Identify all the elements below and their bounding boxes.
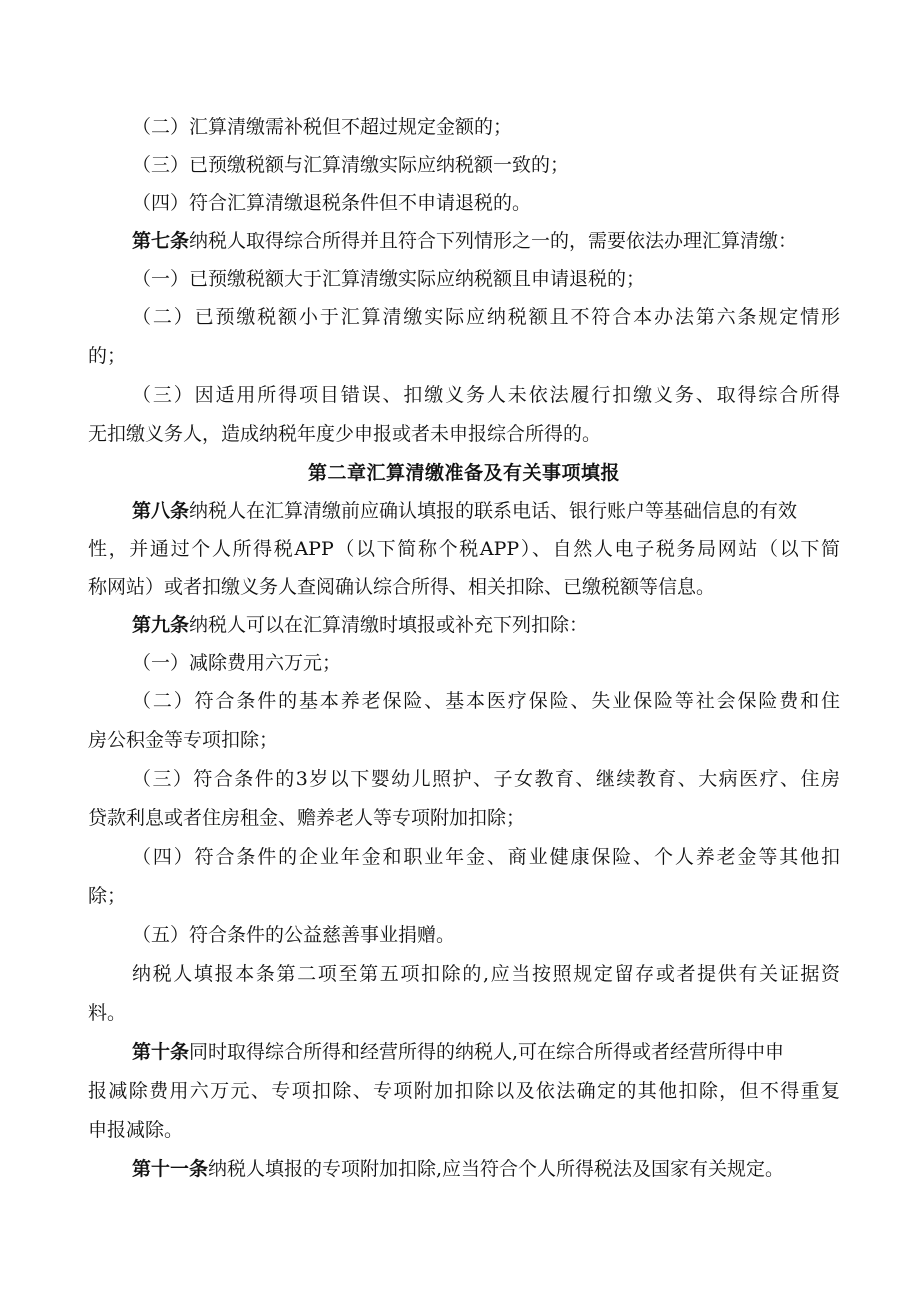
line-text: （三）因适用所得项目错误、扣缴义务人未依法履行扣缴义务、取得综合所得 — [132, 384, 840, 406]
paragraph-line — [88, 108, 840, 146]
paragraph-line — [88, 568, 840, 606]
paragraph-line — [88, 530, 840, 568]
paragraph-line — [88, 376, 840, 415]
line-text: （三）已预缴税额与汇算清缴实际应纳税额一致的； — [132, 154, 570, 176]
line-text: 的； — [88, 345, 127, 367]
line-text: 除； — [88, 885, 127, 907]
line-text: 无扣缴义务人，造成纳税年度少申报或者未申报综合所得的。 — [88, 423, 602, 445]
line-text: 料。 — [88, 1002, 127, 1024]
line-text: （五）符合条件的公益慈善事业捐赠。 — [132, 924, 456, 946]
article-9-line — [88, 606, 840, 644]
line-text: 纳税人在汇算清缴前应确认填报的联系电话、银行账户等基础信息的有效 — [189, 500, 798, 522]
paragraph-line — [88, 838, 840, 877]
line-text: 贷款利息或者住房租金、赡养老人等专项附加扣除； — [88, 807, 526, 829]
paragraph-line — [88, 682, 840, 721]
article-number: 第七条 — [132, 230, 190, 252]
line-text: 纳税人可以在汇算清缴时填报或补充下列扣除： — [189, 614, 589, 636]
article-10-line — [88, 1033, 840, 1072]
article-7-line — [88, 222, 840, 260]
paragraph-line — [88, 955, 840, 994]
article-number: 第八条 — [132, 500, 190, 522]
line-text: （四）符合汇算清缴退税条件但不申请退税的。 — [132, 192, 532, 214]
paragraph-line — [88, 721, 840, 760]
paragraph-line — [88, 799, 840, 838]
chapter-heading — [88, 454, 840, 492]
paragraph-line — [88, 146, 840, 184]
paragraph-line — [88, 1111, 840, 1150]
article-8-line — [88, 492, 840, 530]
article-11-line — [88, 1150, 840, 1189]
line-text: 纳税人填报本条第二项至第五项扣除的,应当按照规定留存或者提供有关证据资 — [132, 963, 840, 985]
paragraph-line — [88, 184, 840, 222]
paragraph-line — [88, 994, 840, 1033]
line-text: 纳税人取得综合所得并且符合下列情形之一的，需要依法办理汇算清缴： — [189, 230, 798, 252]
line-text: 纳税人填报的专项附加扣除,应当符合个人所得税法及国家有关规定。 — [208, 1158, 785, 1180]
paragraph-line — [88, 760, 840, 799]
paragraph-line — [88, 415, 840, 454]
line-text: （三）符合条件的3岁以下婴幼儿照护、子女教育、继续教育、大病医疗、住房 — [132, 768, 840, 790]
line-text: 同时取得综合所得和经营所得的纳税人,可在综合所得或者经营所得中申 — [189, 1041, 785, 1063]
paragraph-line — [88, 644, 840, 682]
article-number: 第十一条 — [132, 1158, 209, 1180]
line-text: 称网站）或者扣缴义务人查阅确认综合所得、相关扣除、已缴税额等信息。 — [88, 576, 716, 598]
paragraph-line — [88, 298, 840, 337]
line-text: 申报减除。 — [88, 1119, 184, 1141]
line-text: （二）已预缴税额小于汇算清缴实际应纳税额且不符合本办法第六条规定情形 — [132, 306, 840, 328]
line-text: 性，并通过个人所得税APP（以下简称个税APP）、自然人电子税务局网站（以下简 — [88, 538, 840, 560]
paragraph-line — [88, 877, 840, 916]
chapter-title: 第二章汇算清缴准备及有关事项填报 — [307, 462, 620, 484]
line-text: （四）符合条件的企业年金和职业年金、商业健康保险、个人养老金等其他扣 — [132, 846, 840, 868]
paragraph-line — [88, 260, 840, 298]
line-text: （二）汇算清缴需补税但不超过规定金额的； — [132, 116, 513, 138]
line-text: （一）减除费用六万元； — [132, 652, 342, 674]
paragraph-line — [88, 1072, 840, 1111]
line-text: （一）已预缴税额大于汇算清缴实际应纳税额且申请退税的； — [132, 268, 646, 290]
line-text: 报减除费用六万元、专项扣除、专项附加扣除以及依法确定的其他扣除，但不得重复 — [88, 1080, 840, 1102]
line-text: （二）符合条件的基本养老保险、基本医疗保险、失业保险等社会保险费和住 — [132, 690, 840, 712]
line-text: 房公积金等专项扣除； — [88, 729, 279, 751]
article-number: 第九条 — [132, 614, 190, 636]
paragraph-line — [88, 916, 840, 955]
article-number: 第十条 — [132, 1041, 190, 1063]
paragraph-line — [88, 337, 840, 376]
document-body — [88, 108, 840, 1189]
